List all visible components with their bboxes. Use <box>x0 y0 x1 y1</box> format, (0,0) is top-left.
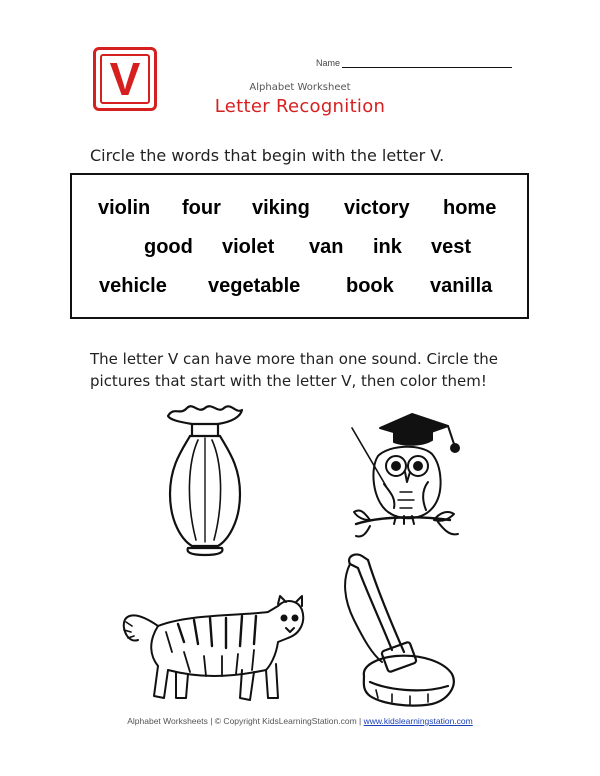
word[interactable]: vehicle <box>99 275 167 297</box>
worksheet-subtitle: Alphabet Worksheet <box>249 82 351 93</box>
tiger-icon[interactable] <box>118 586 308 711</box>
word[interactable]: vegetable <box>208 275 301 297</box>
word[interactable]: victory <box>344 197 410 219</box>
vacuum-icon[interactable] <box>336 550 466 712</box>
worksheet-title: Letter Recognition <box>214 96 386 117</box>
word[interactable]: home <box>443 197 497 219</box>
instruction-words: Circle the words that begin with the letter V. <box>90 146 445 165</box>
word[interactable]: good <box>144 236 193 258</box>
word[interactable]: vanilla <box>430 275 493 297</box>
word[interactable]: van <box>309 236 344 258</box>
word[interactable]: four <box>182 197 221 219</box>
word[interactable]: violet <box>222 236 275 258</box>
vase-icon[interactable] <box>160 402 250 557</box>
word[interactable]: viking <box>252 197 310 219</box>
word-box <box>70 173 529 319</box>
logo-letter: V <box>109 53 141 105</box>
word[interactable]: book <box>346 275 394 297</box>
word[interactable]: vest <box>431 236 472 258</box>
word[interactable]: violin <box>98 197 151 219</box>
name-line <box>342 67 512 68</box>
instruction-pictures: The letter V can have more than one sound. Circle the pictures that start with the letter V, then color them! <box>90 350 499 390</box>
owl-icon[interactable] <box>350 408 465 548</box>
footer-text: Alphabet Worksheets | © Copyright KidsLearningStation.com | <box>127 716 364 726</box>
footer-link[interactable]: www.kidslearningstation.com <box>363 716 473 726</box>
name-label: Name <box>316 58 341 68</box>
footer <box>0 716 600 726</box>
word[interactable]: ink <box>373 236 402 258</box>
